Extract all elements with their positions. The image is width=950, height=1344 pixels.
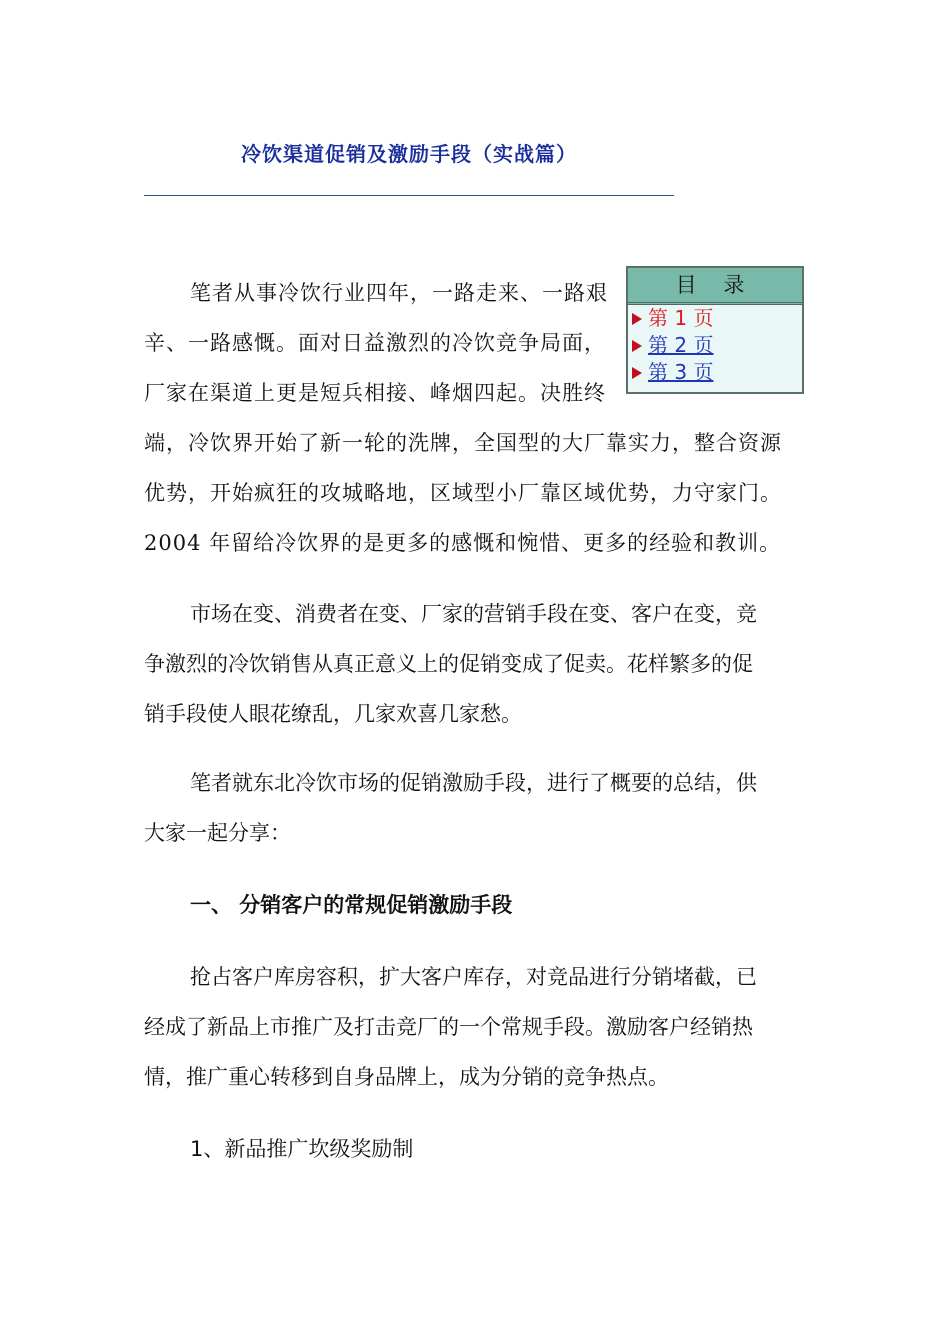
paragraph-intro — [144, 268, 782, 568]
paragraph-distribution — [144, 952, 757, 1102]
title-divider — [144, 195, 674, 196]
text-line: 端，冷饮界开始了新一轮的洗牌，全国型的大厂靠实力，整合资源 — [144, 431, 782, 455]
subsection-heading — [144, 1124, 413, 1174]
text-line: 笔者就东北冷饮市场的促销激励手段，进行了概要的总结，供 — [190, 771, 757, 795]
toc-heading: 目 录 — [628, 268, 802, 305]
toc-link-page-3[interactable]: 第 3 页 — [648, 360, 714, 384]
text-line: 争激烈的冷饮销售从真正意义上的促销变成了促卖。花样繁多的促 — [144, 652, 753, 676]
section-heading — [144, 880, 512, 930]
text-line: 优势，开始疯狂的攻城略地，区域型小厂靠区域优势，力守家门。 — [144, 481, 782, 505]
document-title: 冷饮渠道促销及激励手段（实战篇） — [241, 142, 577, 166]
section-title: 一、 分销客户的常规促销激励手段 — [190, 893, 513, 917]
text-line: 市场在变、消费者在变、厂家的营销手段在变、客户在变，竞 — [190, 602, 757, 626]
text-line: 厂家在渠道上更是短兵相接、峰烟四起。决胜终 — [144, 381, 606, 405]
text-line: 辛、一路感慨。面对日益激烈的冷饮竞争局面， — [144, 331, 606, 355]
text-line: 2004 年留给冷饮界的是更多的感慨和惋惜、更多的经验和教训。 — [144, 531, 782, 555]
text-line: 销手段使人眼花缭乱，几家欢喜几家愁。 — [144, 702, 522, 726]
text-line: 情，推广重心转移到自身品牌上，成为分销的竞争热点。 — [144, 1065, 669, 1089]
text-line: 笔者从事冷饮行业四年，一路走来、一路艰 — [190, 281, 608, 305]
paragraph-summary — [144, 758, 757, 858]
text-line: 经成了新品上市推广及打击竞厂的一个常规手段。激励客户经销热 — [144, 1015, 753, 1039]
paragraph-market-change — [144, 589, 757, 739]
toc-link-page-1[interactable]: 第 1 页 — [648, 306, 714, 330]
text-line: 抢占客户库房容积，扩大客户库存，对竞品进行分销堵截，已 — [190, 965, 757, 989]
subsection-title: 1、新品推广坎级奖励制 — [190, 1137, 414, 1161]
toc-link-page-2[interactable]: 第 2 页 — [648, 333, 714, 357]
text-line: 大家一起分享： — [144, 821, 291, 845]
